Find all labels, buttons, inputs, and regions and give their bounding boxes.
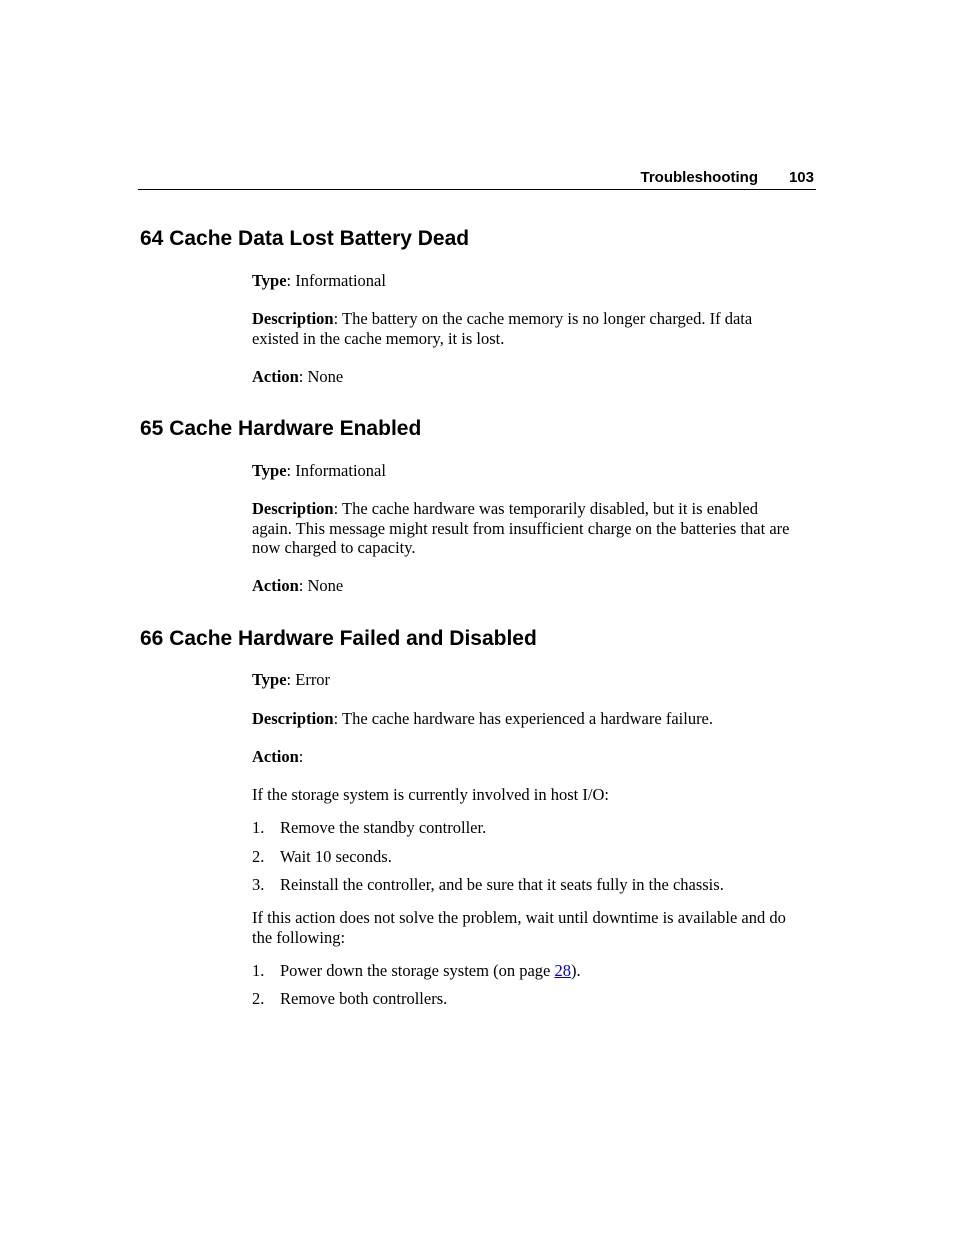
list-number: 1. — [252, 961, 265, 980]
procedure-intro: If the storage system is currently involved in host I/O: — [252, 785, 609, 804]
list-number: 2. — [252, 989, 265, 1008]
procedure-intro-2 — [252, 908, 818, 947]
action-value: : None — [298, 576, 344, 595]
type-label: Type — [252, 670, 287, 689]
type-value: : Error — [286, 670, 331, 689]
section-heading-64: 64 Cache Data Lost Battery Dead — [140, 227, 470, 250]
description-text: : The cache hardware was temporarily disabled, but it is enabled — [333, 499, 758, 518]
paragraph-line: the following: — [252, 927, 346, 947]
list-text: Wait 10 seconds. — [280, 847, 392, 866]
action-label: Action — [252, 576, 299, 595]
description-paragraph — [252, 709, 818, 729]
page-reference-link[interactable]: 28 — [554, 961, 571, 980]
running-header — [138, 168, 816, 190]
description-paragraph — [252, 499, 818, 558]
list-text-before: Power down the storage system (on page — [280, 961, 555, 980]
type-line — [252, 271, 818, 291]
description-label: Description — [252, 709, 334, 728]
action-label: Action — [252, 747, 299, 766]
action-label: Action — [252, 367, 299, 386]
action-line — [252, 367, 818, 387]
description-label: Description — [252, 499, 334, 518]
action-value: : — [298, 747, 304, 766]
type-line — [252, 670, 818, 690]
list-text — [280, 961, 581, 981]
list-text-after: ). — [570, 961, 581, 980]
description-text: again. This message might result from insufficient charge on the batteries that are — [252, 518, 790, 538]
description-text: now charged to capacity. — [252, 538, 416, 557]
type-value: : Informational — [286, 461, 386, 480]
header-section-title: Troubleshooting — [640, 169, 758, 186]
list-text: Remove the standby controller. — [280, 818, 487, 837]
section-heading-66: 66 Cache Hardware Failed and Disabled — [140, 627, 537, 650]
type-label: Type — [252, 271, 287, 290]
list-number: 2. — [252, 847, 265, 866]
action-value: : None — [298, 367, 344, 386]
paragraph-line: If this action does not solve the problem, wait until downtime is available and do — [252, 908, 786, 927]
action-line — [252, 747, 818, 767]
description-paragraph — [252, 309, 818, 348]
section-heading-65: 65 Cache Hardware Enabled — [140, 417, 422, 440]
type-label: Type — [252, 461, 287, 480]
description-text: : The cache hardware has experienced a hardware failure. — [333, 709, 714, 728]
type-line — [252, 461, 818, 481]
description-text: : The battery on the cache memory is no longer charged. If data — [333, 309, 753, 328]
list-text: Remove both controllers. — [280, 989, 448, 1008]
list-number: 3. — [252, 875, 265, 894]
description-text: existed in the cache memory, it is lost. — [252, 328, 505, 348]
header-page-number: 103 — [788, 169, 814, 186]
list-number: 1. — [252, 818, 265, 837]
list-text: Reinstall the controller, and be sure that it seats fully in the chassis. — [280, 875, 724, 894]
type-value: : Informational — [286, 271, 386, 290]
action-line — [252, 576, 818, 596]
description-label: Description — [252, 309, 334, 328]
